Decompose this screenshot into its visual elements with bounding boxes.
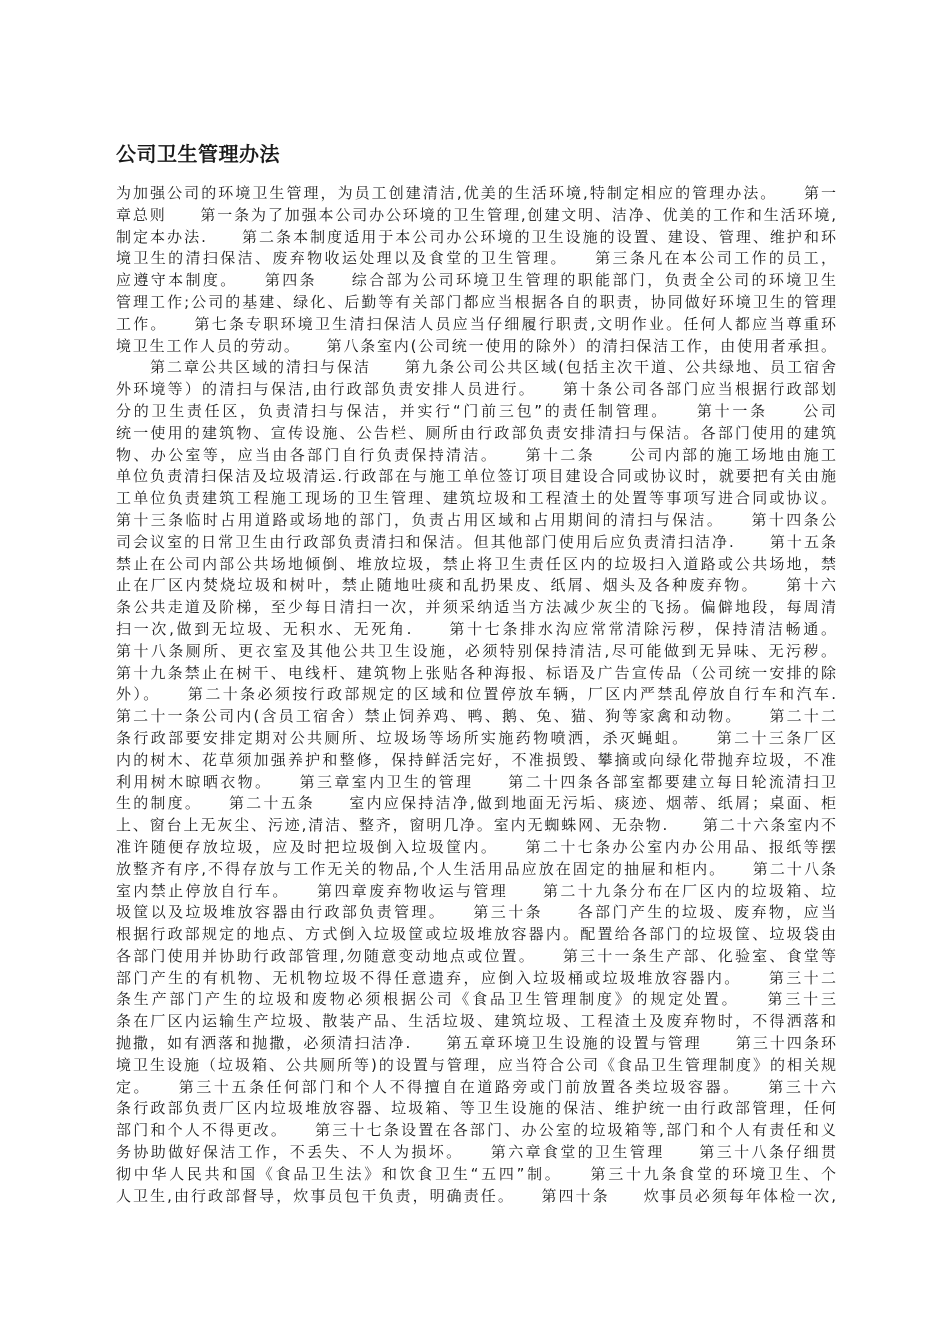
body-line: 准许随便存放垃圾，应及时把垃圾倒入垃圾筐内。 第二十七条办公室内办公用品、报纸等摆 (116, 837, 836, 856)
body-line: 务协助做好保洁工作，不丢失、不人为损坏。 第六章食堂的卫生管理 第三十八条仔细贯 (116, 1143, 836, 1162)
body-line: 室内禁止停放自行车。 第四章废弃物收运与管理 第二十九条分布在厂区内的垃圾箱、垃 (116, 881, 836, 900)
body-line: 第十三条临时占用道路或场地的部门，负责占用区域和占用期间的清扫与保洁。 第十四条公 (116, 510, 836, 529)
body-line: 上、窗台上无灰尘、污迹,清洁、整齐，窗明几净。室内无蜘蛛网、无杂物. 第二十六条室内不 (116, 816, 836, 835)
body-line: 抛撒，如有洒落和抛撒，必须清扫洁净. 第五章环境卫生设施的设置与管理 第三十四条环 (116, 1034, 836, 1053)
body-line: 部门和个人不得更改。 第三十七条设置在各部门、办公室的垃圾箱等,部门和个人有责任和义 (116, 1121, 836, 1140)
body-line: 放整齐有序,不得存放与工作无关的物品,个人生活用品应放在固定的抽屉和柜内。 第二十八条 (116, 859, 836, 878)
body-line: 司会议室的日常卫生由行政部负责清扫和保洁。但其他部门使用后应负责清扫洁净. 第十五条 (116, 532, 836, 551)
body-line: 禁止在公司内部公共场地倾倒、堆放垃圾，禁止将卫生责任区内的垃圾扫入道路或公共场地，禁 (116, 554, 836, 573)
body-line: 人卫生,由行政部督导，炊事员包干负责，明确责任。 第四十条 炊事员必须每年体检一次, (116, 1186, 836, 1205)
body-line: 统一使用的建筑物、宣传设施、公告栏、厕所由行政部负责安排清扫与保洁。各部门使用的建筑 (116, 423, 836, 442)
body-line: 第十八条厕所、更衣室及其他公共卫生设施，必须特别保持清洁,尽可能做到无异味、无污秽。 (116, 641, 836, 660)
body-line: 管理工作;公司的基建、绿化、后勤等有关部门都应当根据各自的职责，协同做好环境卫生的管理 (116, 292, 836, 311)
document-title: 公司卫生管理办法 (116, 142, 280, 166)
body-line: 条生产部门产生的垃圾和废物必须根据公司《食品卫生管理制度》的规定处置。 第三十三 (116, 990, 836, 1009)
body-line: 制定本办法. 第二条本制度适用于本公司办公环境的卫生设施的设置、建设、管理、维护和环 (116, 227, 836, 246)
body-line: 外）。 第二十条必须按行政部规定的区域和位置停放车辆，厂区内严禁乱停放自行车和汽车. (116, 685, 836, 704)
body-line: 根据行政部规定的地点、方式倒入垃圾筐或垃圾堆放容器内。配置给各部门的垃圾筐、垃圾袋由 (116, 925, 836, 944)
body-line: 工作。 第七条专职环境卫生清扫保洁人员应当仔细履行职责,文明作业。任何人都应当尊重环 (116, 314, 836, 333)
body-line: 章总则 第一条为了加强本公司办公环境的卫生管理,创建文明、洁净、优美的工作和生活环境, (116, 205, 836, 224)
document-body (116, 183, 836, 1207)
body-line: 单位负责清扫保洁及垃圾清运.行政部在与施工单位签订项目建设合同或协议时，就要把有关由施 (116, 467, 836, 486)
body-line: 条在厂区内运输生产垃圾、散装产品、生活垃圾、建筑垃圾、工程渣土及废弃物时，不得洒落和 (116, 1012, 836, 1031)
body-line: 工单位负责建筑工程施工现场的卫生管理、建筑垃圾和工程渣土的处置等事项写进合同或协议。 (116, 489, 836, 508)
body-line: 分的卫生责任区，负责清扫与保洁，并实行“门前三包”的责任制管理。 第十一条 公司 (116, 401, 836, 420)
body-line: 圾筐以及垃圾堆放容器由行政部负责管理。 第三十条 各部门产生的垃圾、废弃物，应当 (116, 903, 836, 922)
body-line: 生的制度。 第二十五条 室内应保持洁净,做到地面无污垢、痰迹、烟蒂、纸屑；桌面、柜 (116, 794, 836, 813)
body-line: 彻中华人民共和国《食品卫生法》和饮食卫生“五四”制。 第三十九条食堂的环境卫生、个 (116, 1164, 836, 1183)
body-line: 条公共走道及阶梯，至少每日清扫一次，并须采纳适当方法减少灰尘的飞扬。偏僻地段，每周清 (116, 598, 836, 617)
body-line: 内的树木、花草须加强养护和整修，保持鲜活完好，不准损毁、攀摘或向绿化带抛弃垃圾，不准 (116, 750, 836, 769)
body-line: 扫一次,做到无垃圾、无积水、无死角. 第十七条排水沟应常常清除污秽，保持清洁畅通。 (116, 619, 836, 638)
body-line: 境卫生工作人员的劳动。 第八条室内(公司统一使用的除外）的清扫保洁工作，由使用者承担。 (116, 336, 836, 355)
body-line: 应遵守本制度。 第四条 综合部为公司环境卫生管理的职能部门，负责全公司的环境卫生 (116, 271, 836, 290)
body-line: 利用树木晾晒衣物。 第三章室内卫生的管理 第二十四条各部室都要建立每日轮流清扫卫 (116, 772, 836, 791)
body-line: 条行政部要安排定期对公共厕所、垃圾场等场所实施药物喷洒，杀灭蝇蛆。 第二十三条厂区 (116, 728, 836, 747)
body-line: 为加强公司的环境卫生管理，为员工创建清洁,优美的生活环境,特制定相应的管理办法。 第一 (116, 184, 836, 202)
body-line: 境卫生设施（垃圾箱、公共厕所等)的设置与管理，应当符合公司《食品卫生管理制度》的相关规 (116, 1055, 836, 1074)
body-line: 第十九条禁止在树干、电线杆、建筑物上张贴各种海报、标语及广告宣传品（公司统一安排的除 (116, 663, 836, 682)
body-line: 第二章公共区域的清扫与保洁 第九条公司公共区域(包括主次干道、公共绿地、员工宿舍 (116, 358, 836, 377)
body-line: 止在厂区内焚烧垃圾和树叶，禁止随地吐痰和乱扔果皮、纸屑、烟头及各种废弃物。 第十六 (116, 576, 836, 595)
body-line: 部门产生的有机物、无机物垃圾不得任意遗弃，应倒入垃圾桶或垃圾堆放容器内。 第三十二 (116, 968, 836, 987)
body-line: 条行政部负责厂区内垃圾堆放容器、垃圾箱、等卫生设施的保洁、维护统一由行政部管理，任何 (116, 1099, 836, 1118)
body-line: 物、办公室等，应当由各部门自行负责保持清洁。 第十二条 公司内部的施工场地由施工 (116, 445, 836, 464)
body-line: 各部门使用并协助行政部管理,勿随意变动地点或位置。 第三十一条生产部、化验室、食堂等 (116, 946, 836, 965)
body-line: 第二十一条公司内(含员工宿舍）禁止饲养鸡、鸭、鹅、兔、猫、狗等家禽和动物。 第二十二 (116, 707, 836, 726)
body-line: 外环境等）的清扫与保洁,由行政部负责安排人员进行。 第十条公司各部门应当根据行政部划 (116, 380, 836, 399)
body-line: 定。 第三十五条任何部门和个人不得擅自在道路旁或门前放置各类垃圾容器。 第三十六 (116, 1077, 836, 1096)
body-line: 境卫生的清扫保洁、废弃物收运处理以及食堂的卫生管理。 第三条凡在本公司工作的员工， (116, 249, 836, 268)
